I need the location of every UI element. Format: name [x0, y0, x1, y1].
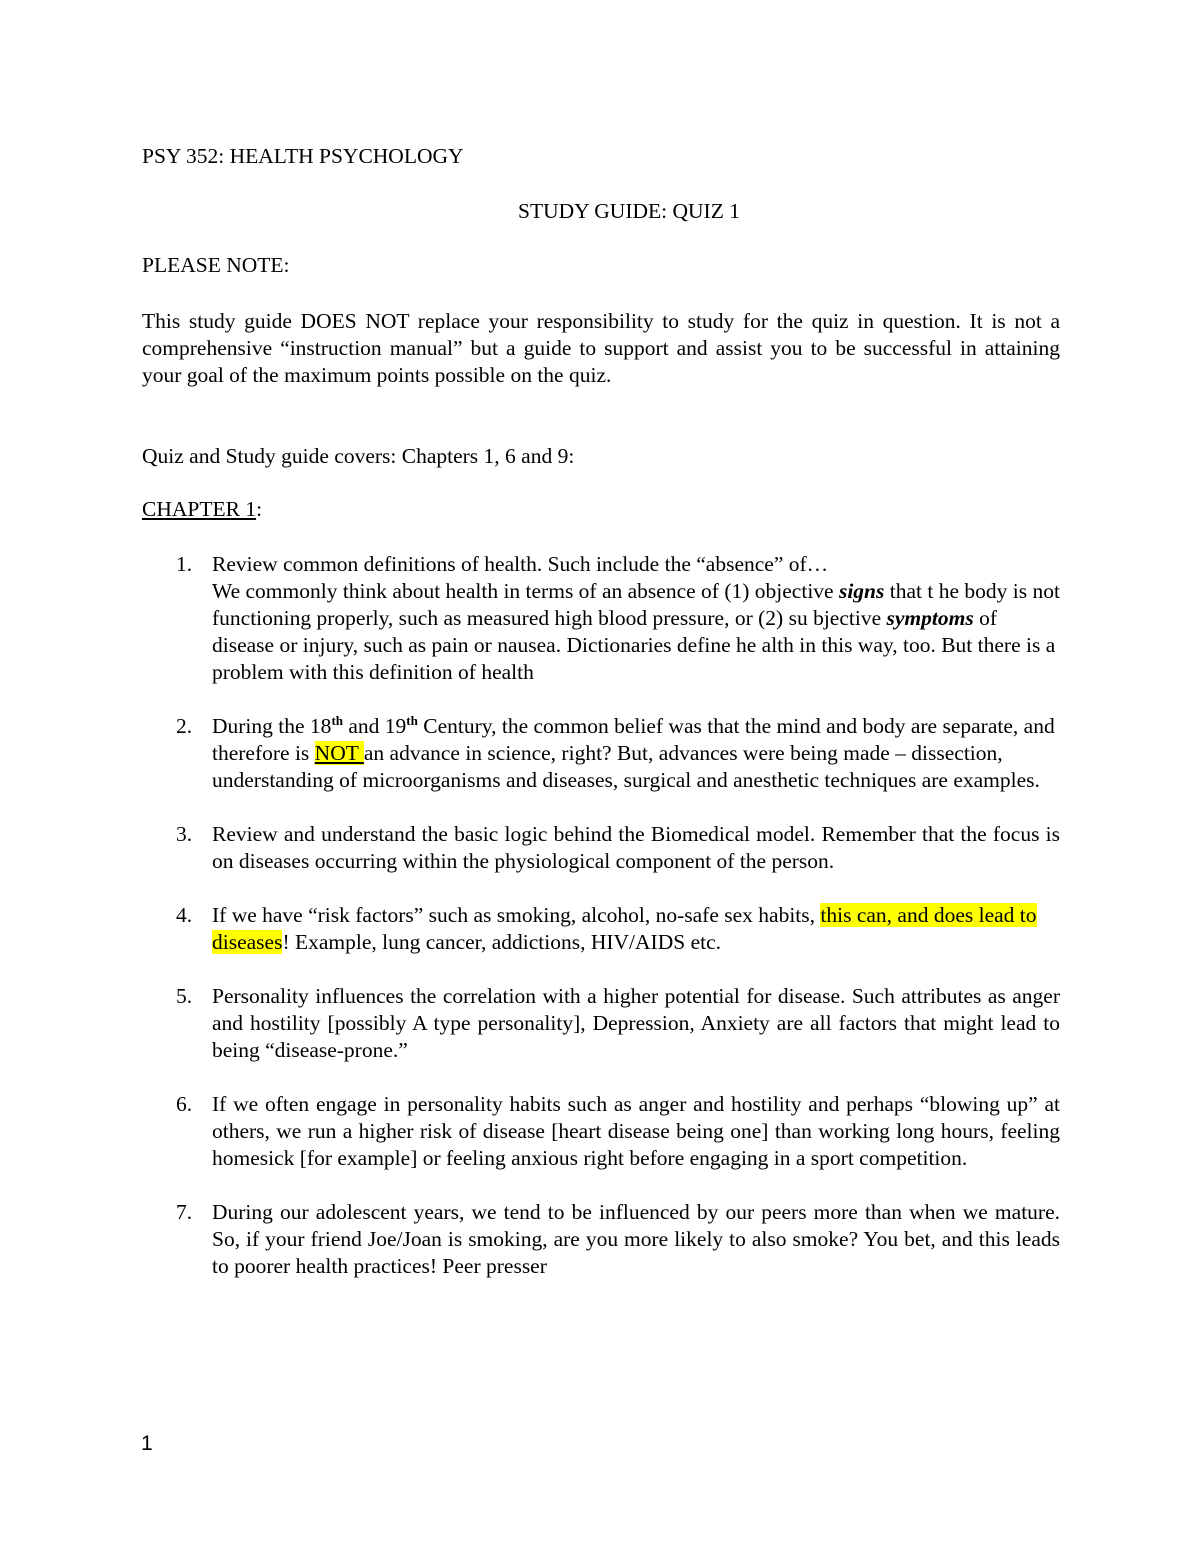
item-emphasis: signs	[838, 579, 885, 603]
study-items-list	[142, 551, 1060, 1307]
item-text: During the 18	[212, 714, 332, 738]
item-highlight: NOT	[314, 741, 364, 765]
item-heading: Review common definitions of health. Such include the “absence” of…	[212, 552, 829, 576]
item-number: 1.	[176, 552, 193, 576]
list-item	[142, 821, 1060, 875]
item-text: ! Example, lung cancer, addictions, HIV/AIDS etc.	[282, 930, 722, 954]
list-item	[142, 902, 1060, 956]
item-body: Review and understand the basic logic behind the Biomedical model. Remember that the focus is on diseases occurring within the physiological component of the person.	[212, 822, 1060, 873]
item-text: Century, the common belief was that the mind and body are separate, and therefore is	[212, 714, 1055, 765]
item-body: During our adolescent years, we tend to be influenced by our peers more than when we mature. So, if your friend Joe/Joan is smoking, are you more likely to also smoke? You bet, and this leads to poorer health practices! Peer presser	[212, 1200, 1060, 1278]
item-superscript: th	[331, 713, 343, 728]
note-text: This study guide DOES NOT replace your responsibility to study for the quiz in question. It is not a comprehensive “instruction manual” but a guide to support and assist you to be successful in attaining your goal of the maximum points possible on the quiz.	[142, 309, 1060, 387]
chapter-heading	[142, 497, 262, 522]
item-body	[212, 578, 1060, 686]
page-number: 1	[141, 1432, 153, 1455]
chapter-label: CHAPTER 1	[142, 497, 257, 521]
item-text: If we have “risk factors” such as smoking, alcohol, no-safe sex habits,	[212, 903, 821, 927]
item-body	[212, 902, 1060, 956]
list-item	[142, 1199, 1060, 1280]
item-number: 2.	[176, 714, 193, 738]
list-item	[142, 983, 1060, 1064]
item-number: 5.	[176, 984, 193, 1008]
item-text: an advance in science, right? But, advances were being made – dissection, understanding of microorganisms and diseases, surgical and anesthetic techniques are examples.	[212, 741, 1040, 792]
covers-line: Quiz and Study guide covers: Chapters 1, 6 and 9:	[142, 444, 575, 468]
list-item	[142, 551, 1060, 686]
item-number: 6.	[176, 1092, 193, 1116]
item-body	[212, 713, 1060, 794]
chapter-colon: :	[256, 497, 263, 521]
course-title: PSY 352: HEALTH PSYCHOLOGY	[142, 144, 464, 168]
item-body: Personality influences the correlation with a higher potential for disease. Such attributes as anger and hostility [possibly A type personality], Depression, Anxiety are all factors that might lead to being “disease-prone.”	[212, 984, 1060, 1062]
list-item	[142, 1091, 1060, 1172]
item-emphasis: symptoms	[886, 606, 974, 630]
item-text: and 19	[343, 714, 407, 738]
item-text: We commonly think about health in terms of an absence of (1) objective	[212, 579, 839, 603]
item-number: 4.	[176, 903, 193, 927]
list-item	[142, 713, 1060, 794]
note-label: PLEASE NOTE:	[142, 253, 290, 277]
item-number: 3.	[176, 822, 193, 846]
item-highlight: this can, and does lead to diseases	[212, 903, 1037, 954]
item-body: If we often engage in personality habits such as anger and hostility and perhaps “blowing up” at others, we run a higher risk of disease [heart disease being one] than working long hours, feeling homesick [for example] or feeling anxious right before engaging in a sport competition.	[212, 1092, 1060, 1170]
item-number: 7.	[176, 1200, 193, 1224]
item-superscript: th	[406, 713, 418, 728]
item-text: of disease or injury, such as pain or nausea. Dictionaries define he alth in this way, too. But there is a problem with this definition of health	[212, 606, 1056, 684]
page-title: STUDY GUIDE: QUIZ 1	[518, 199, 740, 223]
item-text: that t he body is not functioning properly, such as measured high blood pressure, or (2) su bjective	[212, 579, 1060, 630]
